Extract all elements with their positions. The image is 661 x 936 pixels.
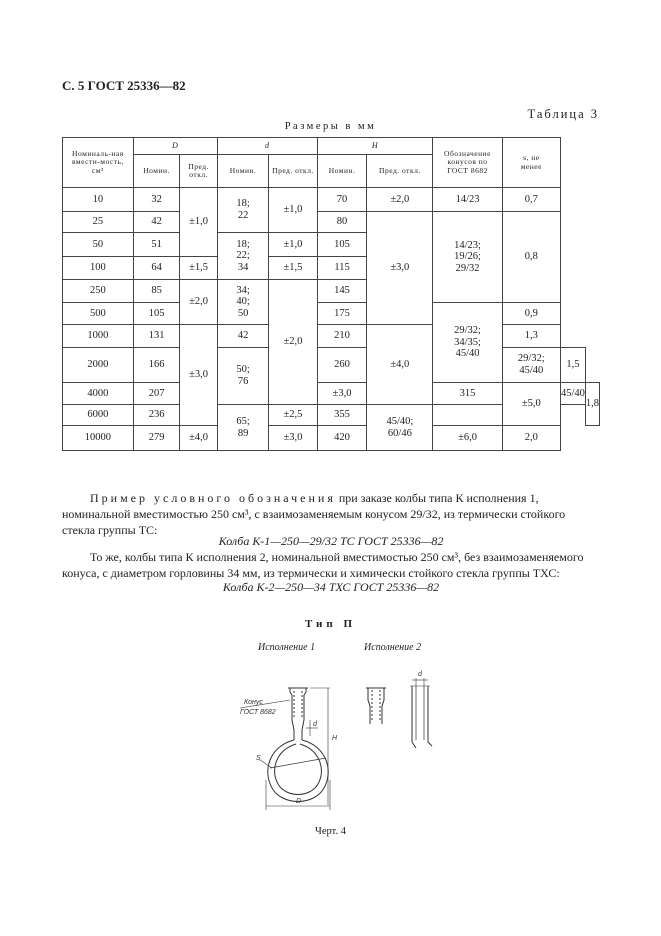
cell-D: 279 [133,426,180,451]
cell-D: 32 [133,188,180,212]
cell-d-tol: ±3,0 [269,426,317,451]
header-D-tolerance: Пред. откл. [180,155,217,188]
cell-capacity: 2000 [63,348,134,383]
cell-capacity: 25 [63,212,134,233]
cell-capacity: 250 [63,280,134,303]
cell-capacity: 4000 [63,383,134,405]
cell-D: 207 [133,383,180,405]
cell-capacity: 10 [63,188,134,212]
header-H-nominal: Номин. [317,155,367,188]
cell-d: 42 [217,325,268,348]
cell-H: 105 [317,233,367,257]
cell-H: 315 [433,383,502,405]
example-text-1: при заказе колбы типа К исполнения 1, номинальной вместимостью 250 см³, с взаимозаменяемым конусом 29/32, из термически стойкого стекла группы ТС: [62,491,566,538]
header-D: D [133,138,217,155]
cell-H: 145 [317,280,367,303]
cell-d-tol: ±1,0 [269,188,317,233]
version-2-label: Исполнение 2 [364,642,422,653]
table-caption: Размеры в мм [284,121,377,132]
header-s: s, не менее [502,138,560,188]
cell-cone: 45/40 [560,383,585,405]
flask-drawing [230,660,470,820]
gost-label: ГОСТ 8682 [240,709,276,716]
cell-H: 355 [317,405,367,426]
cell-D-tol: ±1,5 [180,257,217,280]
header-D-nominal: Номин. [133,155,180,188]
cell-cone: 45/40; 60/46 [367,405,433,451]
cell-H-tol: ±4,0 [367,325,433,405]
cell-D-tol: ±2,0 [180,280,217,325]
cell-D-tol: ±4,0 [180,426,217,451]
cell-cone: 14/23; 19/26; 29/32 [433,212,502,303]
cell-s: 0,9 [502,303,560,325]
cell-d-tol: ±3,0 [317,383,367,405]
figure-type-title: Тип П [304,618,357,630]
dimensions-table [62,137,600,451]
header-H-tolerance: Пред. откл. [367,155,433,188]
version-1-label: Исполнение 1 [258,642,316,653]
header-capacity: Номиналь-ная вмести-мость, см³ [63,138,134,188]
D-label: D [296,798,302,805]
cell-cone: 14/23 [433,188,502,212]
cell-D-tol: ±1,0 [180,188,217,257]
header-d-tolerance: Пред. откл. [269,155,317,188]
header-H: H [317,138,433,155]
cell-s: 1,5 [560,348,585,383]
cell-d: 65; 89 [217,405,268,451]
cell-capacity: 6000 [63,405,134,426]
cell-H: 210 [317,325,367,348]
cell-H: 175 [317,303,367,325]
d-label: d [313,721,317,728]
cell-H-tol: ±3,0 [367,212,433,325]
flask-version-2 [366,678,432,748]
example-paragraph-1 [62,490,600,539]
header-d-nominal: Номин. [217,155,268,188]
cell-H: 80 [317,212,367,233]
header-d: d [217,138,317,155]
cell-capacity: 500 [63,303,134,325]
cell-d-tol: ±1,0 [269,233,317,257]
cell-H-tol: ±2,0 [367,188,433,212]
cell-H: 70 [317,188,367,212]
example-heading: Пример условного обозначения [90,491,336,505]
cell-D: 51 [133,233,180,257]
cone-label: Конус [244,699,263,706]
cell-d-tol: ±2,0 [269,280,317,405]
cell-D: 85 [133,280,180,303]
cell-cone: 29/32; 34/35; 45/40 [433,303,502,383]
cell-H-tol: ±6,0 [433,426,502,451]
cell-s: 1,8 [585,383,599,426]
cell-cone: 29/32; 45/40 [502,348,560,383]
example-text-2: То же, колбы типа К исполнения 2, номинальной вместимостью 250 см³, без взаимозаменяемого конуса, с диаметром горловины 34 мм, из термически и химически стойкого стекла группы ТХС: [62,550,584,581]
example-formula-2: Колба К-2—250—34 ТХС ГОСТ 25336—82 [222,580,440,594]
figure-caption: Черт. 4 [315,826,346,837]
table-label: Таблица 3 [527,107,599,121]
cell-d: 50; 76 [217,348,268,405]
flask-version-1 [240,688,330,810]
cell-d: 34; 40; 50 [217,280,268,325]
cell-capacity: 50 [63,233,134,257]
cell-s: 2,0 [502,426,560,451]
cell-D-tol: ±3,0 [180,325,217,426]
cell-D: 166 [133,348,180,383]
cell-d: 18; 22 [217,188,268,233]
S-label: S [256,755,261,762]
cell-D: 131 [133,325,180,348]
cell-D: 105 [133,303,180,325]
cell-H: 260 [317,348,367,383]
cell-d-tol: ±1,5 [269,257,317,280]
cell-capacity: 10000 [63,426,134,451]
cell-H: 115 [317,257,367,280]
cell-D: 42 [133,212,180,233]
cell-D: 64 [133,257,180,280]
H-label: H [332,735,338,742]
d-label-v2: d [418,671,422,678]
cell-H: 420 [317,426,367,451]
example-formula-1: Колба К-1—250—29/32 ТС ГОСТ 25336—82 [218,534,444,548]
page-header: С. 5 ГОСТ 25336—82 [62,78,186,93]
header-cone: Обозначение конусов по ГОСТ 8682 [433,138,502,188]
cell-s: 0,7 [502,188,560,212]
cell-capacity: 1000 [63,325,134,348]
cell-D: 236 [133,405,180,426]
cell-s: 0,8 [502,212,560,303]
cell-s: 1,3 [502,325,560,348]
cell-H-tol: ±5,0 [502,383,560,426]
cell-capacity: 100 [63,257,134,280]
cell-d: 18; 22; 34 [217,233,268,280]
cell-d-tol: ±2,5 [269,405,317,426]
